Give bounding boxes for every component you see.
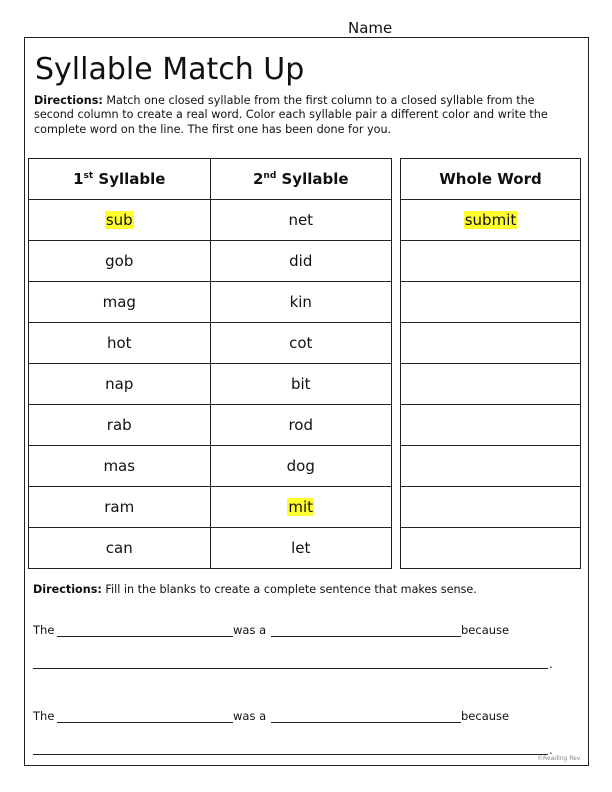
syllable-table [28,158,392,569]
directions [34,94,574,137]
blank-line[interactable] [57,722,233,723]
sentence-word: The [33,709,55,723]
sentence-directions [33,583,477,596]
second-syllable-cell: kin [210,282,392,323]
second-syllable-header [210,159,392,200]
header-number: 2 [252,170,264,188]
sentence-word: was a [233,623,267,637]
table-row [401,405,581,446]
table-row [29,446,392,487]
sentence-period: . [549,657,553,671]
header-text: Syllable [93,170,166,188]
sentence-word: was a [233,709,267,723]
second-syllable-cell: rod [210,405,392,446]
highlighted-syllable: sub [105,211,133,229]
table-row [29,323,392,364]
table-row [401,446,581,487]
page-title: Syllable Match Up [35,52,305,87]
blank-line[interactable] [33,668,548,669]
second-syllable-cell: let [210,528,392,569]
table-row [401,282,581,323]
whole-word-cell[interactable] [401,487,581,528]
header-ordinal: nd [263,171,277,181]
first-syllable-cell: mas [29,446,211,487]
directions-text: Match one closed syllable from the first column to a closed syllable from the second column to create a real word. Color each syllable pair a different color and write the complete word on the line. The first one has been done for you. [34,94,548,136]
table-row [401,364,581,405]
blank-line[interactable] [271,722,461,723]
sentence-period: . [549,743,553,757]
header-number: 1 [73,170,84,188]
whole-word-cell[interactable] [401,528,581,569]
second-syllable-cell [210,487,392,528]
table-row [29,364,392,405]
blank-line[interactable] [33,754,548,755]
table-row [401,487,581,528]
highlighted-syllable: mit [288,498,314,516]
first-syllable-cell: rab [29,405,211,446]
whole-word-cell[interactable] [401,446,581,487]
first-syllable-cell: can [29,528,211,569]
table-row [29,241,392,282]
table-row [29,487,392,528]
second-syllable-cell: net [210,200,392,241]
whole-word-table [400,158,581,569]
table-row [29,528,392,569]
table-row [401,528,581,569]
sentence-prompt [33,623,563,683]
first-syllable-cell [29,200,211,241]
whole-word-cell[interactable] [401,405,581,446]
first-syllable-cell: nap [29,364,211,405]
whole-word-cell[interactable] [401,200,581,241]
first-syllable-header [29,159,211,200]
first-syllable-cell: hot [29,323,211,364]
whole-word-example: submit [464,211,517,229]
header-ordinal: st [83,171,94,181]
table-row [401,200,581,241]
header-text: Syllable [276,170,349,188]
whole-word-cell[interactable] [401,241,581,282]
sentence-word: because [461,709,510,723]
sentence-word: The [33,623,55,637]
first-syllable-cell: ram [29,487,211,528]
table-row [401,323,581,364]
blank-line[interactable] [57,636,233,637]
second-syllable-cell: cot [210,323,392,364]
blank-line[interactable] [271,636,461,637]
table-row [29,200,392,241]
sentence-word: because [461,623,510,637]
table-row [29,405,392,446]
second-syllable-cell: bit [210,364,392,405]
name-label: Name [348,19,393,37]
directions-text: Fill in the blanks to create a complete sentence that makes sense. [101,583,477,596]
whole-word-cell[interactable] [401,364,581,405]
table-row [401,241,581,282]
second-syllable-cell: dog [210,446,392,487]
table-row [29,282,392,323]
sentence-prompt [33,709,563,769]
second-syllable-cell: did [210,241,392,282]
directions-label: Directions: [33,583,102,596]
whole-word-header: Whole Word [401,159,581,200]
first-syllable-cell: mag [29,282,211,323]
directions-label: Directions: [34,94,103,107]
first-syllable-cell: gob [29,241,211,282]
copyright-notice: ©Reading Rev [537,755,581,762]
whole-word-cell[interactable] [401,323,581,364]
whole-word-cell[interactable] [401,282,581,323]
